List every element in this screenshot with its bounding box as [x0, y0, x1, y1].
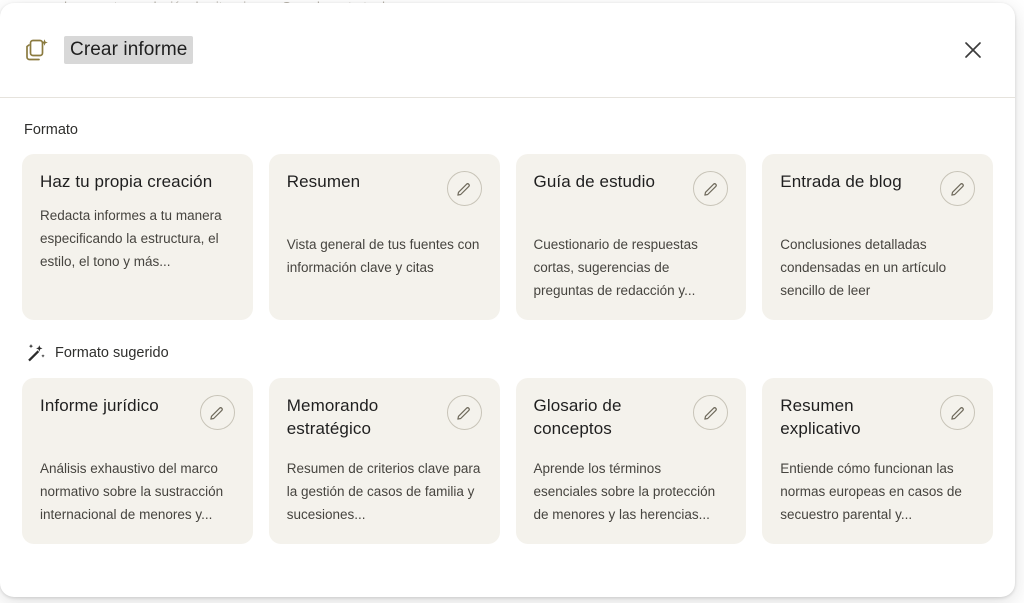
- edit-pencil-icon[interactable]: [447, 395, 482, 430]
- card-description: Conclusiones detalladas condensadas en un artículo sencillo de leer: [780, 237, 947, 298]
- card-title: Memorando estratégico: [286, 396, 379, 438]
- edit-pencil-icon[interactable]: [940, 171, 975, 206]
- section-formato-sugerido: [22, 342, 993, 544]
- format-card-entrada-blog[interactable]: [762, 154, 993, 320]
- edit-pencil-icon[interactable]: [200, 395, 235, 430]
- suggested-format-card-grid: [22, 378, 993, 544]
- edit-pencil-icon[interactable]: [447, 171, 482, 206]
- card-description: Resumen de criterios clave para la gestión de casos de familia y sucesiones...: [286, 461, 481, 522]
- card-header: [780, 170, 975, 222]
- dialog-header: [0, 3, 1015, 98]
- dialog-title: Crear informe: [64, 36, 193, 64]
- card-title: Informe jurídico: [40, 396, 159, 415]
- card-header: [534, 394, 729, 446]
- dialog-body: [0, 98, 1015, 597]
- card-title: Resumen: [286, 172, 361, 191]
- card-header: [534, 170, 729, 222]
- section-formato-sugerido-label: Formato sugerido: [55, 345, 169, 361]
- format-card-grid: [22, 154, 993, 320]
- section-formato-label: Formato: [24, 122, 78, 138]
- card-title: Resumen explicativo: [780, 396, 861, 438]
- card-description: Cuestionario de respuestas cortas, sugerencias de preguntas de redacción y...: [533, 237, 698, 298]
- section-formato-sugerido-header: [24, 342, 993, 364]
- card-title: Haz tu propia creación: [40, 172, 213, 191]
- format-card-resumen[interactable]: [269, 154, 500, 320]
- edit-pencil-icon[interactable]: [940, 395, 975, 430]
- card-header: [40, 170, 235, 193]
- card-description: Entiende cómo funcionan las normas europeas en casos de secuestro parental y...: [780, 461, 962, 522]
- card-description: Redacta informes a tu manera especificando la estructura, el estilo, el tono y más...: [40, 208, 222, 269]
- section-formato: [22, 122, 993, 320]
- card-header: [287, 170, 482, 222]
- card-header: [780, 394, 975, 446]
- format-card-own-creation[interactable]: [22, 154, 253, 320]
- card-title: Guía de estudio: [533, 172, 656, 191]
- card-description: Aprende los términos esenciales sobre la protección de menores y las herencias...: [533, 461, 716, 522]
- close-icon[interactable]: [953, 30, 993, 70]
- suggested-card-resumen-explicativo[interactable]: [762, 378, 993, 544]
- suggested-card-informe-juridico[interactable]: [22, 378, 253, 544]
- suggested-card-memorando-estrategico[interactable]: [269, 378, 500, 544]
- card-title: Glosario de conceptos: [533, 396, 622, 438]
- magic-wand-icon: [24, 342, 46, 364]
- edit-pencil-icon[interactable]: [693, 395, 728, 430]
- card-header: [40, 394, 235, 446]
- create-report-icon: [22, 35, 52, 65]
- edit-pencil-icon[interactable]: [693, 171, 728, 206]
- card-header: [287, 394, 482, 446]
- create-report-dialog: [0, 3, 1015, 597]
- suggested-card-glosario-conceptos[interactable]: [516, 378, 747, 544]
- card-description: Análisis exhaustivo del marco normativo sobre la sustracción internacional de menores y...: [40, 461, 224, 522]
- format-card-guia-estudio[interactable]: [516, 154, 747, 320]
- card-description: Vista general de tus fuentes con información clave y citas: [286, 237, 480, 275]
- card-title: Entrada de blog: [780, 172, 902, 191]
